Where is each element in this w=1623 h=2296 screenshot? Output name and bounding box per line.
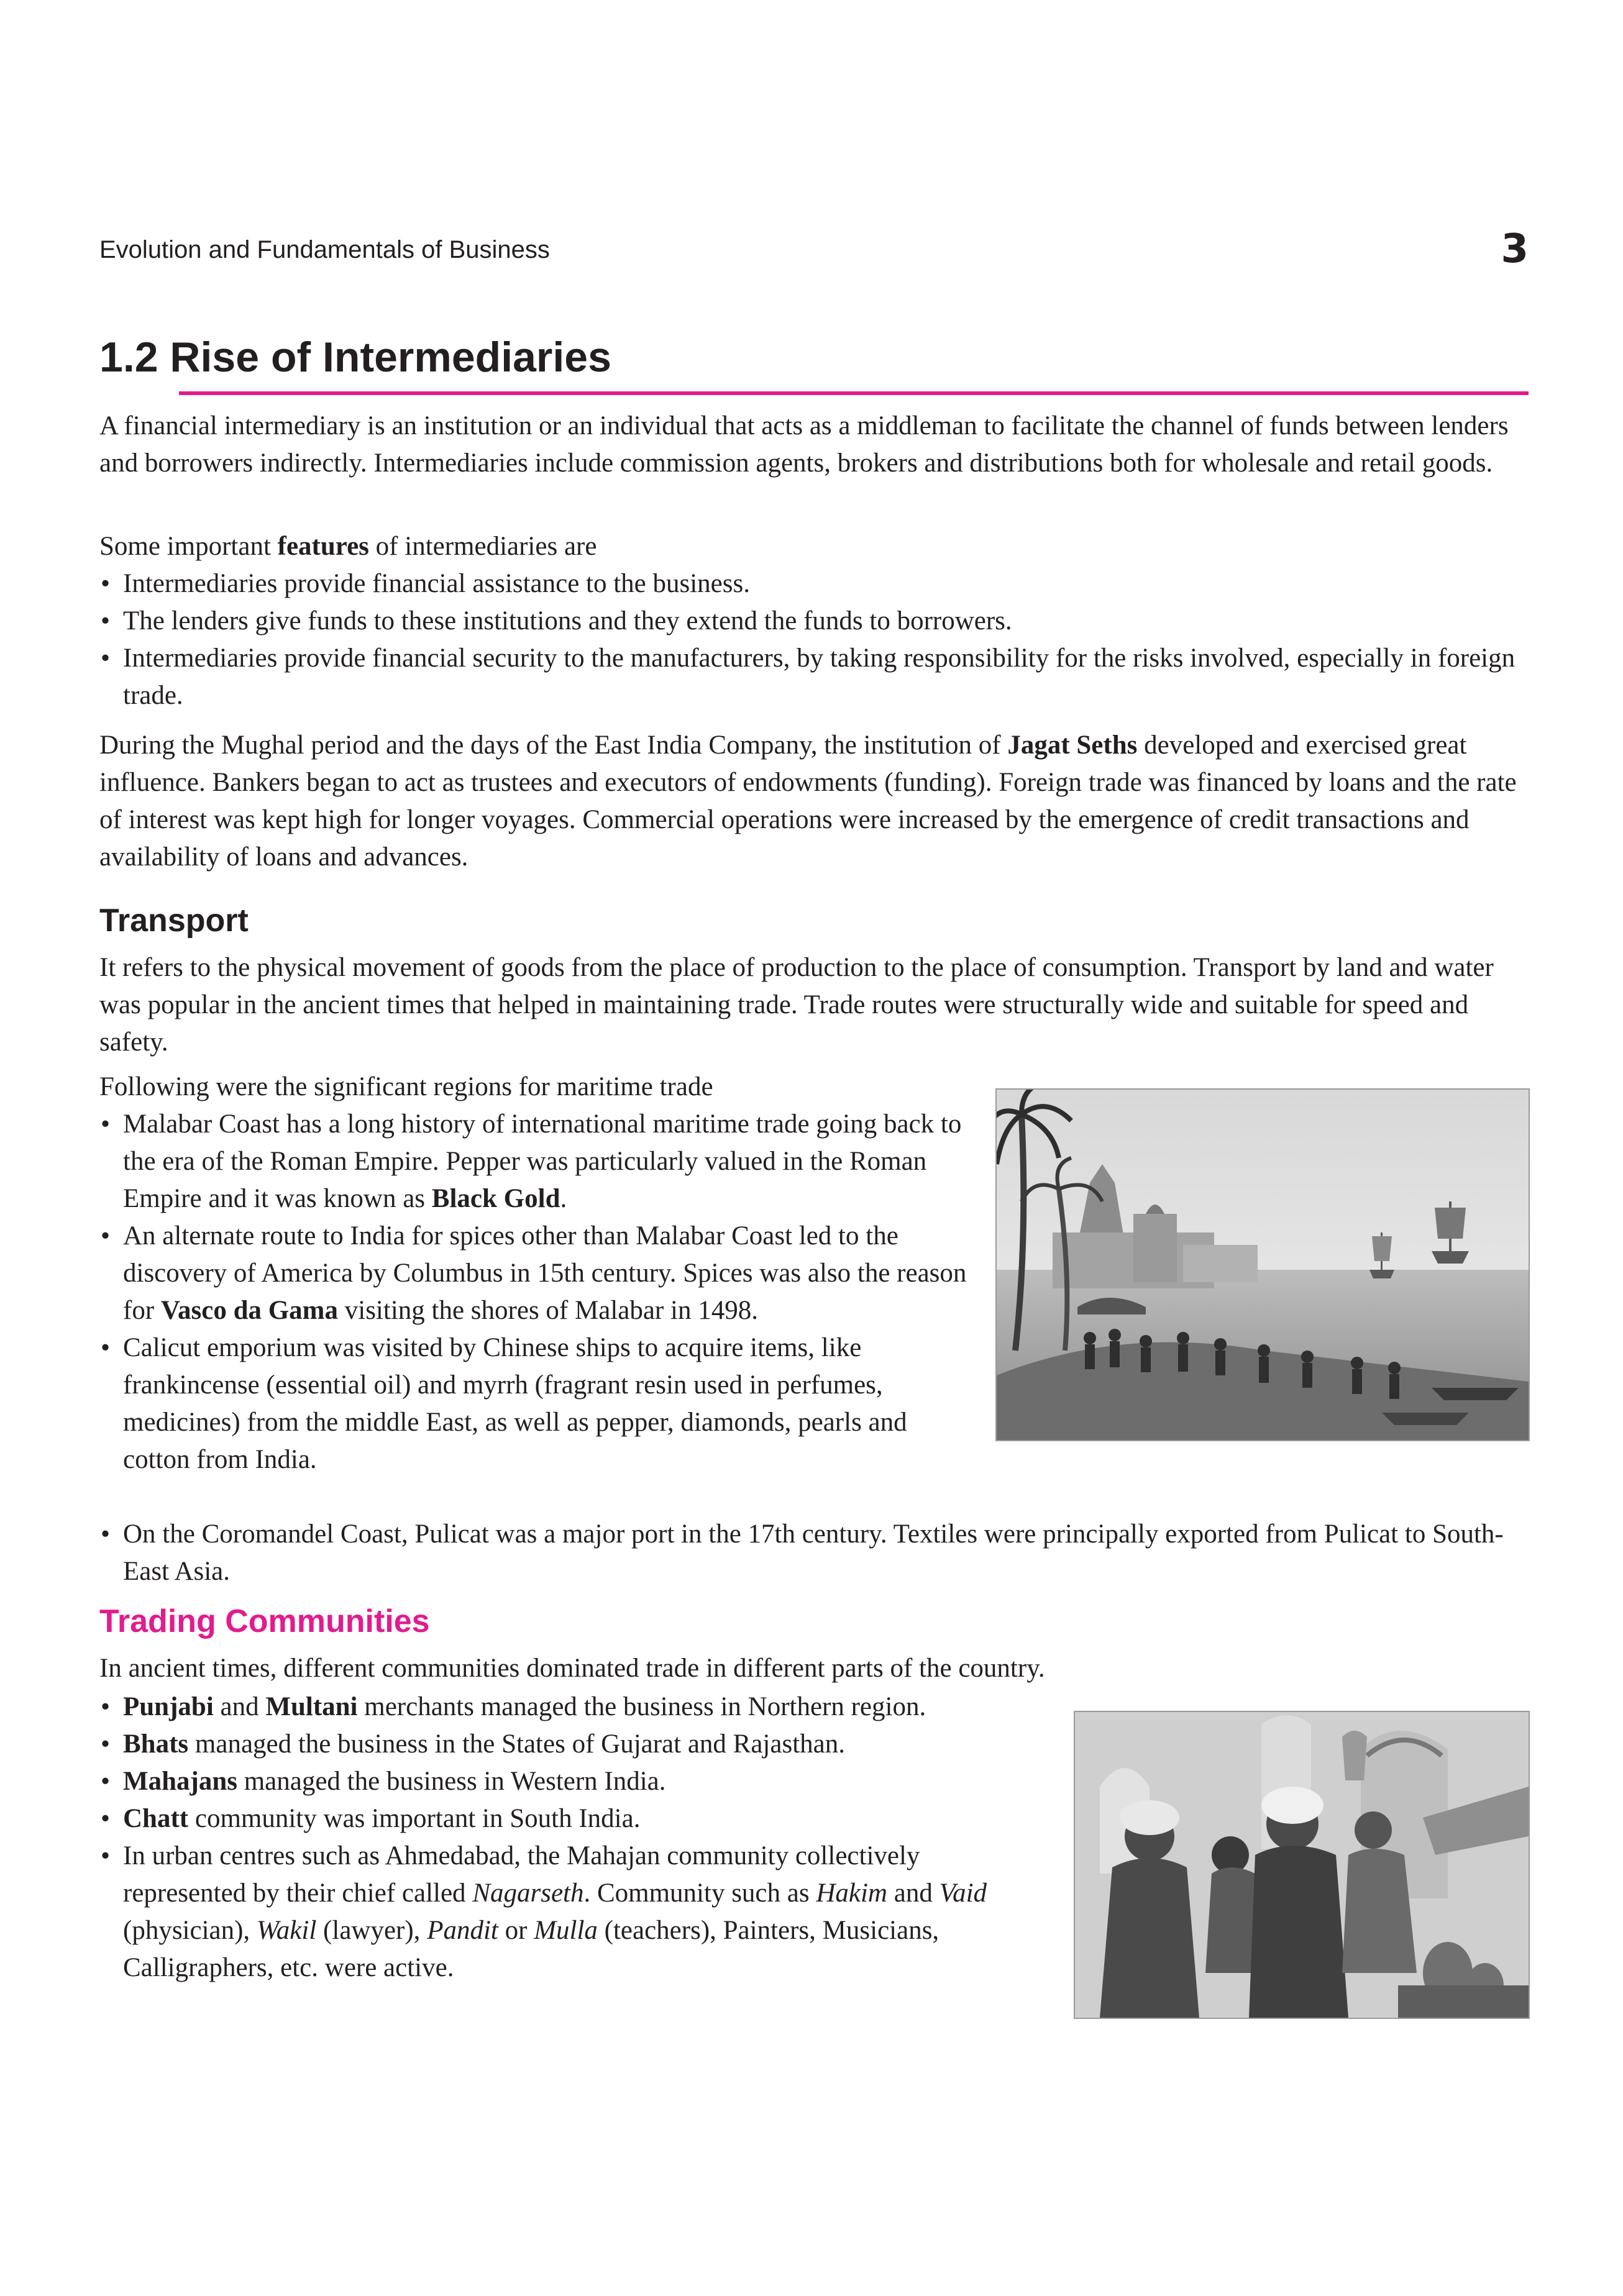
list-item: • Intermediaries provide financial assistance to the business. [99, 565, 1529, 603]
list-item: • Chatt community was important in South India. [99, 1800, 1044, 1838]
list-item: • Bhats managed the business in the States of Gujarat and Rajasthan. [99, 1726, 1044, 1763]
trading-communities-heading: Trading Communities [99, 1603, 430, 1639]
merchants-illustration [1074, 1711, 1530, 2019]
list-item: • In urban centres such as Ahmedabad, the Mahajan community collectively represented by their chief called Nagarseth. Community such as Hakim and Vaid (physician), Wakil (lawyer), Pandit or Mulla (teachers), Painters, Musicians, Calligraphers, etc. were active. [99, 1838, 1044, 1987]
communities-intro: In ancient times, different communities dominated trade in different parts of the country. [99, 1654, 1045, 1683]
maritime-block [99, 1068, 969, 1478]
list-item: • Intermediaries provide financial security to the manufacturers, by taking responsibility for the risks involved, especially in foreign trade. [99, 640, 1529, 714]
maritime-trade-illustration [995, 1088, 1530, 1441]
maritime-list [99, 1106, 969, 1478]
communities-list [99, 1688, 1044, 1987]
market-scene-image [1075, 1712, 1529, 2018]
transport-paragraph: It refers to the physical movement of goods from the place of production to the place of consumption. Transport by land and water was popular in the ancient times that helped in maintaining trade. Trade routes were structurally wide and suitable for speed and safety. [99, 953, 1494, 1057]
maritime-lead: Following were the significant regions for maritime trade [99, 1072, 713, 1101]
list-item: • Malabar Coast has a long history of international maritime trade going back to the era of the Roman Empire. Pepper was particularly valued in the Roman Empire and it was known as Black Gold. [99, 1106, 969, 1218]
intro-paragraph: A financial intermediary is an institution or an individual that acts as a middleman to facilitate the channel of funds between lenders and borrowers indirectly. Intermediaries include commission agents, brokers and distributions both for wholesale and retail goods. [99, 411, 1509, 478]
features-block [99, 528, 1529, 714]
features-lead: Some important features of intermediaries are [99, 532, 597, 561]
list-item: • Calicut emporium was visited by Chinese ships to acquire items, like frankincense (essential oil) and myrrh (fragrant resin used in perfumes, medicines) from the middle East, as well as pepper, diamonds, pearls and cotton from India. [99, 1329, 969, 1478]
running-title: Evolution and Fundamentals of Business [99, 236, 550, 263]
section-title: 1.2 Rise of Intermediaries [99, 334, 611, 381]
mughal-paragraph: During the Mughal period and the days of the East India Company, the institution of Jagat Seths developed and exercised great influence. Bankers began to act as trustees and executors of endowments (funding). Foreign trade was financed by loans and the rate of interest was kept high for longer voyages. Commercial operations were increased by the emergence of credit transactions and availability of loans and advances. [99, 731, 1517, 872]
list-item: • Mahajans managed the business in Western India. [99, 1763, 1044, 1800]
communities-block [99, 1688, 1044, 1987]
harbor-scene-image [997, 1090, 1529, 1440]
page-number: 3 [1501, 226, 1529, 272]
title-underline [179, 391, 1529, 395]
list-item: • On the Coromandel Coast, Pulicat was a major port in the 17th century. Textiles were principally exported from Pulicat to South-East Asia. [99, 1516, 1529, 1590]
list-item: • Punjabi and Multani merchants managed the business in Northern region. [99, 1688, 1044, 1726]
coromandel-block [99, 1516, 1529, 1590]
running-head [99, 226, 1529, 282]
list-item: • The lenders give funds to these institutions and they extend the funds to borrowers. [99, 603, 1529, 640]
transport-heading: Transport [99, 903, 249, 939]
features-list [99, 565, 1529, 714]
list-item: • An alternate route to India for spices other than Malabar Coast led to the discovery of America by Columbus in 15th century. Spices was also the reason for Vasco da Gama visiting the shores of Malabar in 1498. [99, 1218, 969, 1329]
